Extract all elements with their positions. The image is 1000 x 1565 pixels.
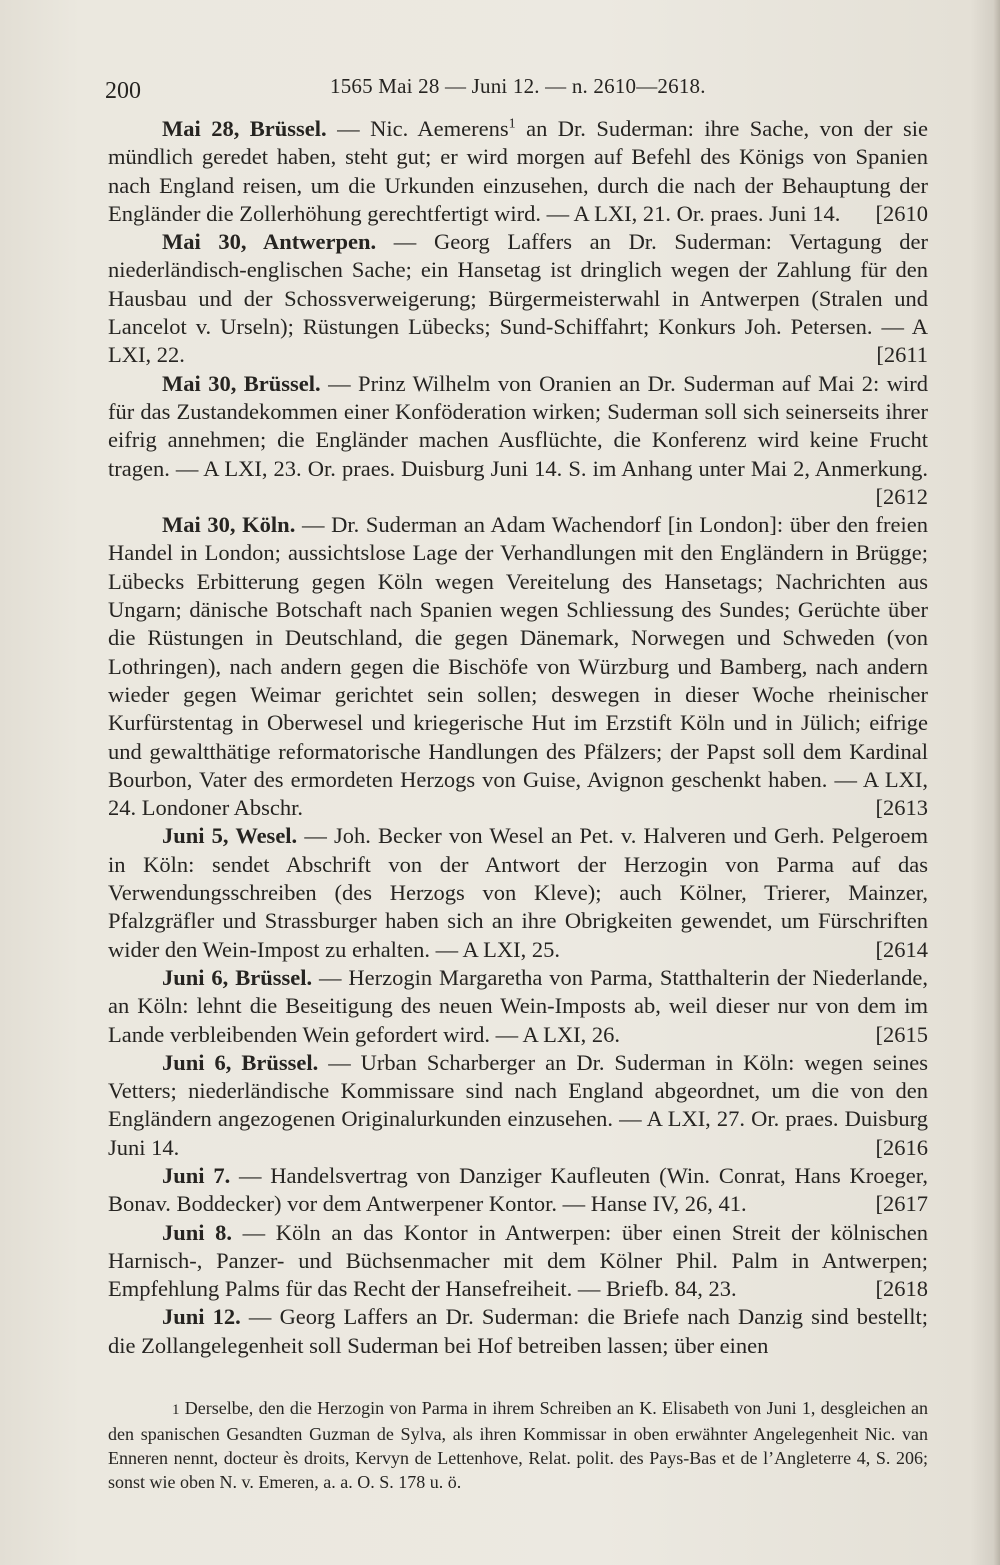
entry-2612 <box>108 370 928 511</box>
running-head: 1565 Mai 28 — Juni 12. — n. 2610—2618. <box>330 74 706 98</box>
entry-2611 <box>108 228 928 369</box>
entry-date-place: Juni 5, Wesel. <box>162 823 298 849</box>
entry-number: [2618 <box>875 1276 928 1302</box>
entry-number: [2612 <box>875 483 928 509</box>
entry-text: — Prinz Wilhelm von Oranien an Dr. Suderman auf Mai 2: wird für das Zustandekommen einer Konföderation wirken; Suderman soll sich seinerseits ihrer eifrig annehmen; die Engländer machen Ausflüchte, die Konferenz wird keine Frucht tragen. — A LXI, 23. Or. praes. Duisburg Juni 14. S. im Anhang unter Mai 2, Anmerkung. <box>108 370 928 481</box>
entry-date-place: Juni 12. <box>162 1304 241 1330</box>
entry-date-place: Juni 6, Brüssel. <box>162 1049 319 1075</box>
footnote-text: Derselbe, den die Herzogin von Parma in ihrem Schreiben an K. Elisabeth von Juni 1, desgleichen an den spanischen Gesandten Guzman de Sylva, als ihren Kommissar in oben erwähnter Angelegenheit Nic. van Enneren nennt, docteur ès droits, Kervyn de Lettenhove, Relat. polit. des Pays-Bas et de l’Angleterre 4, S. 206; sonst wie oben N. v. Emeren, a. a. O. S. 178 u. ö. <box>108 1398 928 1492</box>
entry-text: — Georg Laffers an Dr. Suderman: Vertagung der niederländisch-englischen Sache; ein Hansetag ist dringlich wegen der Zahlung für den Hausbau und der Schossverweigerung; Bürgermeisterwahl in Antwerpen (Stralen und Lancelot v. Urseln); Rüstungen Lübecks; Sund-Schiffahrt; Konkurs Joh. Petersen. — A LXI, 22. <box>108 229 928 368</box>
entry-text: — Georg Laffers an Dr. Suderman: die Briefe nach Danzig sind bestellt; die Zollangelegenheit soll Suderman bei Hof betreiben lassen; über einen <box>108 1304 929 1358</box>
footnote-mark: 1 <box>172 1402 180 1418</box>
page-header <box>105 74 825 104</box>
entry-text: — Dr. Suderman an Adam Wachendorf [in London]: über den freien Handel in London; aussichtslose Lage der Verhandlungen mit den Engländern in Brügge; Lübecks Erbitterung gegen Köln wegen Vereitelung des Hansetags; Nachrichten aus Ungarn; dänische Botschaft nach Spanien wegen Schliessung des Sundes; Gerüchte über die Rüstungen in Deutschland, die gegen Dänemark, Norwegen und Schweden (von Lothringen), nach andern gegen die Bischöfe von Würzburg und Bamberg, nach andern wieder gegen Weimar gerichtet sein sollen; deswegen in dieser Woche rheinischer Kurfürstentag in Oberwesel und kriegerische Hut im Erzstift Köln und in Jülich; eifrige und gewaltthätige reformatorische Handlungen des Pfälzers; der Papst soll dem Kardinal Bourbon, Vater des ermordeten Herzogs von Guise, Avignon geschenkt haben. — A LXI, 24. Londoner Abschr. <box>108 512 929 821</box>
entry-2614 <box>108 822 928 963</box>
entries-body <box>108 115 928 1360</box>
entry-2610 <box>108 115 928 228</box>
entry-text: — Urban Scharberger an Dr. Suderman in Köln: wegen seines Vetters; niederländische Kommissare sind nach England abgeordnet, um die von den Engländern angezogenen Originalurkunden einzusehen. — A LXI, 27. Or. praes. Duisburg Juni 14. <box>108 1049 928 1160</box>
entry-number: [2611 <box>876 342 928 368</box>
entry-date-place: Mai 28, Brüssel. <box>162 116 327 141</box>
entry-text: — Handelsvertrag von Danziger Kaufleuten (Win. Conrat, Hans Kroeger, Bonav. Boddecker) vor dem Antwerpener Kontor. — Hanse IV, 26, 41. <box>108 1162 928 1217</box>
entry-number: [2614 <box>875 936 928 962</box>
entry-text: — Herzogin Margaretha von Parma, Statthalterin der Niederlande, an Köln: lehnt die Beseitigung des neuen Wein-Imposts ab, weil dieser nur von dem im Lande verbleibenden Wein gefordert wird. — A LXI, 26. <box>108 964 928 1047</box>
entry-date-place: Mai 30, Köln. <box>162 512 296 538</box>
entry-text: — Köln an das Kontor in Antwerpen: über einen Streit der kölnischen Harnisch-, Panzer- und Büchsenmacher mit dem Kölner Phil. Palm in Antwerpen; Empfehlung Palms für das Recht der Hansefreiheit. — Briefb. 84, 23. <box>108 1219 929 1302</box>
entry-text-continued: an Dr. Suderman: ihre Sache, von der sie mündlich geredet haben, steht gut; er wird morgen auf Befehl des Königs von Spanien nach England reisen, um die Urkunden einzusehen, durch die nach der Behauptung der Engländer die Zollerhöhung gerechtfertigt wird. — A LXI, 21. Or. praes. Juni 14. <box>108 116 928 226</box>
entry-number: [2616 <box>875 1134 928 1160</box>
entry-date-place: Juni 8. <box>162 1219 233 1245</box>
entry-number: [2615 <box>875 1021 928 1047</box>
entry-date-place: Mai 30, Antwerpen. <box>162 229 377 255</box>
entry-text: — Joh. Becker von Wesel an Pet. v. Halveren und Gerh. Pelgeroem in Köln: sendet Abschrift von der Antwort der Herzogin von Parma auf das Verwendungsschreiben (des Herzogs von Kleve); auch Kölner, Trierer, Mainzer, Pfalzgräfler und Strassburger haben sich an ihre Obrigkeiten gewendet, um Fürschriften wider den Wein-Impost zu erhalten. — A LXI, 25. <box>108 823 928 962</box>
footnote-marker: 1 <box>508 116 516 132</box>
page-edge-shadow <box>993 0 1000 1565</box>
entry-date-place: Mai 30, Brüssel. <box>162 370 321 396</box>
entry-2618 <box>108 1219 928 1304</box>
entry-continuing <box>108 1303 928 1360</box>
entry-text: — Nic. Aemerens <box>326 116 509 141</box>
entry-date-place: Juni 7. <box>162 1162 231 1188</box>
entry-2616 <box>108 1049 928 1162</box>
page-number: 200 <box>105 78 141 104</box>
entry-2615 <box>108 964 928 1049</box>
entry-number: [2617 <box>875 1191 928 1217</box>
entry-2617 <box>108 1162 928 1219</box>
entry-2613 <box>108 511 928 822</box>
footnote <box>108 1396 928 1494</box>
entry-number: [2613 <box>875 795 928 821</box>
entry-number: [2610 <box>875 200 928 226</box>
entry-date-place: Juni 6, Brüssel. <box>162 964 313 990</box>
